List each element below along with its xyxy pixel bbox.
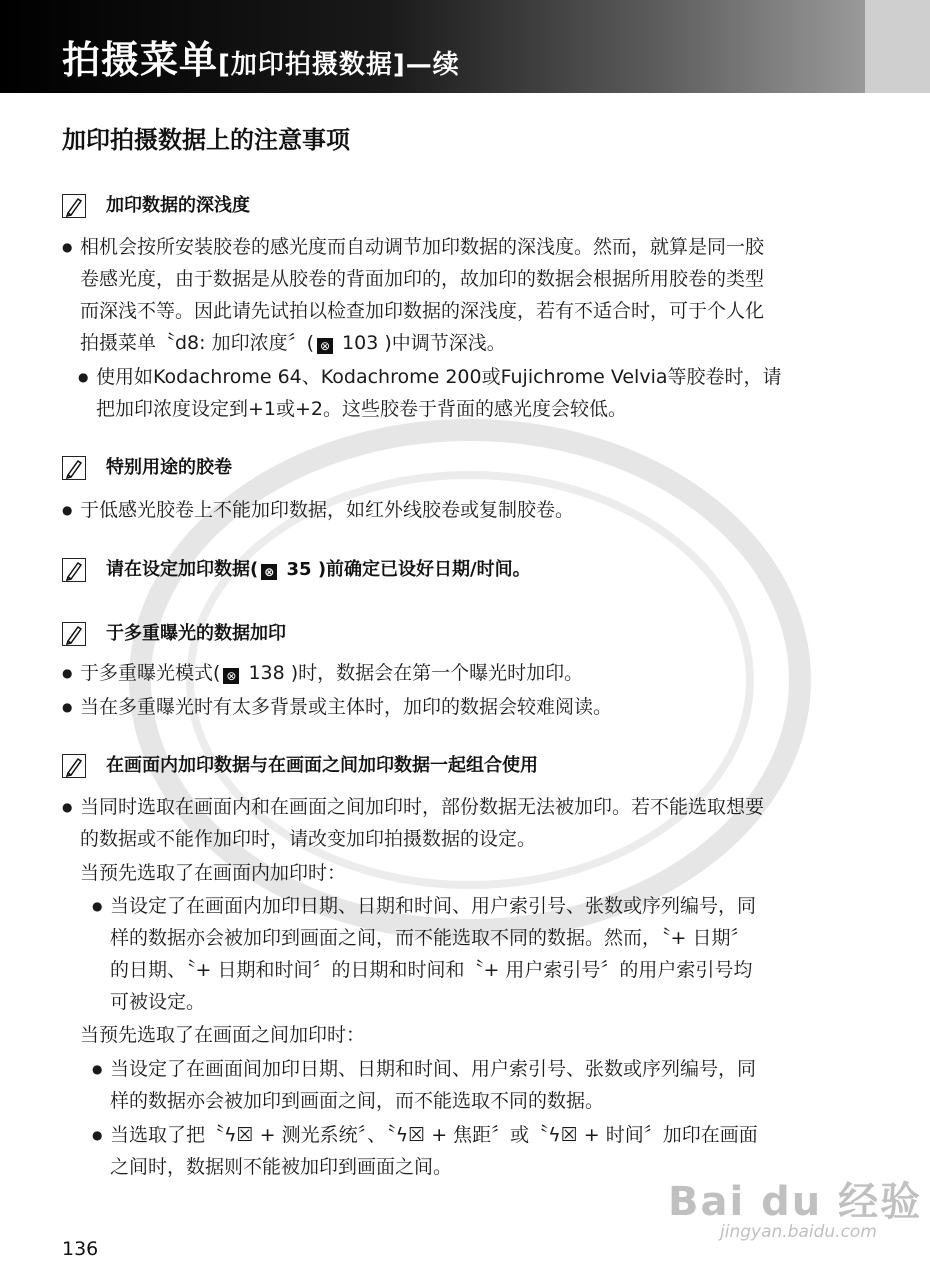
pencil-icon xyxy=(62,194,86,218)
note-title: 于多重曝光的数据加印 xyxy=(106,623,286,644)
body-text: 103 )中调节深浅。 xyxy=(336,332,506,354)
note-title: 加印数据的深浅度 xyxy=(106,195,250,216)
body-line: 而深浅不等。因此请先试拍以检查加印数据的深浅度，若有不适合时，可于个人化 xyxy=(80,300,765,322)
reference-icon: ⊗ xyxy=(223,668,239,684)
note-heading-date-time xyxy=(62,558,531,582)
header-tab xyxy=(865,0,930,93)
body-text: 拍摄菜单〝d8: 加印浓度〞( xyxy=(80,332,315,354)
sub-heading: 当预先选取了在画面之间加印时： xyxy=(80,1024,366,1046)
body-line: 把加印浓度设定到+1或+2。这些胶卷于背面的感光度会较低。 xyxy=(96,398,628,420)
body-line: ● 当设定了在画面间加印日期、日期和时间、用户索引号、张数或序列编号，同 xyxy=(110,1054,756,1085)
note-heading-special-film xyxy=(62,456,232,480)
note-title: 特别用途的胶卷 xyxy=(106,457,232,478)
body-line: ● 当选取了把〝ϟ☒ + 测光系统〞、〝ϟ☒ + 焦距〞或〝ϟ☒ + 时间〞加印在画面 xyxy=(110,1120,758,1151)
note-title: 在画面内加印数据与在画面之间加印数据一起组合使用 xyxy=(106,755,538,776)
pencil-icon xyxy=(62,456,86,480)
baidu-watermark-logo: Bai du 经验 xyxy=(668,1179,923,1225)
reference-icon: ⊗ xyxy=(261,564,277,580)
page-title-main: 拍摄菜单 xyxy=(62,38,219,82)
page-title xyxy=(62,34,460,91)
page-number: 136 xyxy=(62,1238,99,1260)
body-line: 样的数据亦会被加印到画面之间，而不能选取不同的数据。 xyxy=(110,1090,605,1112)
flash-icon: ϟ☒ xyxy=(224,1124,254,1146)
sub-heading: 当预先选取了在画面内加印时： xyxy=(80,862,347,884)
pencil-icon xyxy=(62,622,86,646)
body-line: ● 于多重曝光模式( ⊗ 138 )时，数据会在第一个曝光时加印。 xyxy=(80,658,583,689)
page-title-sub: [加印拍摄数据]—续 xyxy=(218,50,460,80)
body-line xyxy=(80,328,506,359)
body-line: 之间时，数据则不能被加印到画面之间。 xyxy=(110,1156,453,1178)
body-line: 的数据或不能作加印时，请改变加印拍摄数据的设定。 xyxy=(80,828,537,850)
body-line: ● 当设定了在画面内加印日期、日期和时间、用户索引号、张数或序列编号，同 xyxy=(110,891,756,922)
body-line: ● 当在多重曝光时有太多背景或主体时，加印的数据会较难阅读。 xyxy=(80,692,612,723)
body-line: ● 于低感光胶卷上不能加印数据，如红外线胶卷或复制胶卷。 xyxy=(80,495,574,526)
body-line: ● 相机会按所安装胶卷的感光度而自动调节加印数据的深浅度。然而，就算是同一胶 xyxy=(80,232,764,263)
note-heading-density xyxy=(62,194,250,218)
pencil-icon xyxy=(62,754,86,778)
body-line: 卷感光度，由于数据是从胶卷的背面加印的，故加印的数据会根据所用胶卷的类型 xyxy=(80,268,765,290)
body-line: ● 当同时选取在画面内和在画面之间加印时，部份数据无法被加印。若不能选取想要 xyxy=(80,792,764,823)
note-heading-multiple-exposure xyxy=(62,622,286,646)
flash-icon: ϟ☒ xyxy=(395,1124,426,1146)
section-title: 加印拍摄数据上的注意事项 xyxy=(62,126,350,154)
note-title: 请在设定加印数据( ⊗ 35 )前确定已设好日期/时间。 xyxy=(106,559,531,580)
body-line: 可被设定。 xyxy=(110,991,206,1013)
note-heading-combined-imprint xyxy=(62,754,538,778)
reference-icon: ⊗ xyxy=(317,338,333,354)
body-line: 的日期、〝+ 日期和时间〞的日期和时间和〝+ 用户索引号〞的用户索引号均 xyxy=(110,959,753,981)
body-line: ● 使用如Kodachrome 64、Kodachrome 200或Fujichrome Velvia等胶卷时，请 xyxy=(96,362,782,393)
body-line: 样的数据亦会被加印到画面之间，而不能选取不同的数据。然而，〝+ 日期〞 xyxy=(110,927,750,949)
baidu-watermark-url: jingyan.baidu.com xyxy=(720,1222,877,1242)
pencil-icon xyxy=(62,558,86,582)
flash-icon: ϟ☒ xyxy=(548,1124,578,1146)
